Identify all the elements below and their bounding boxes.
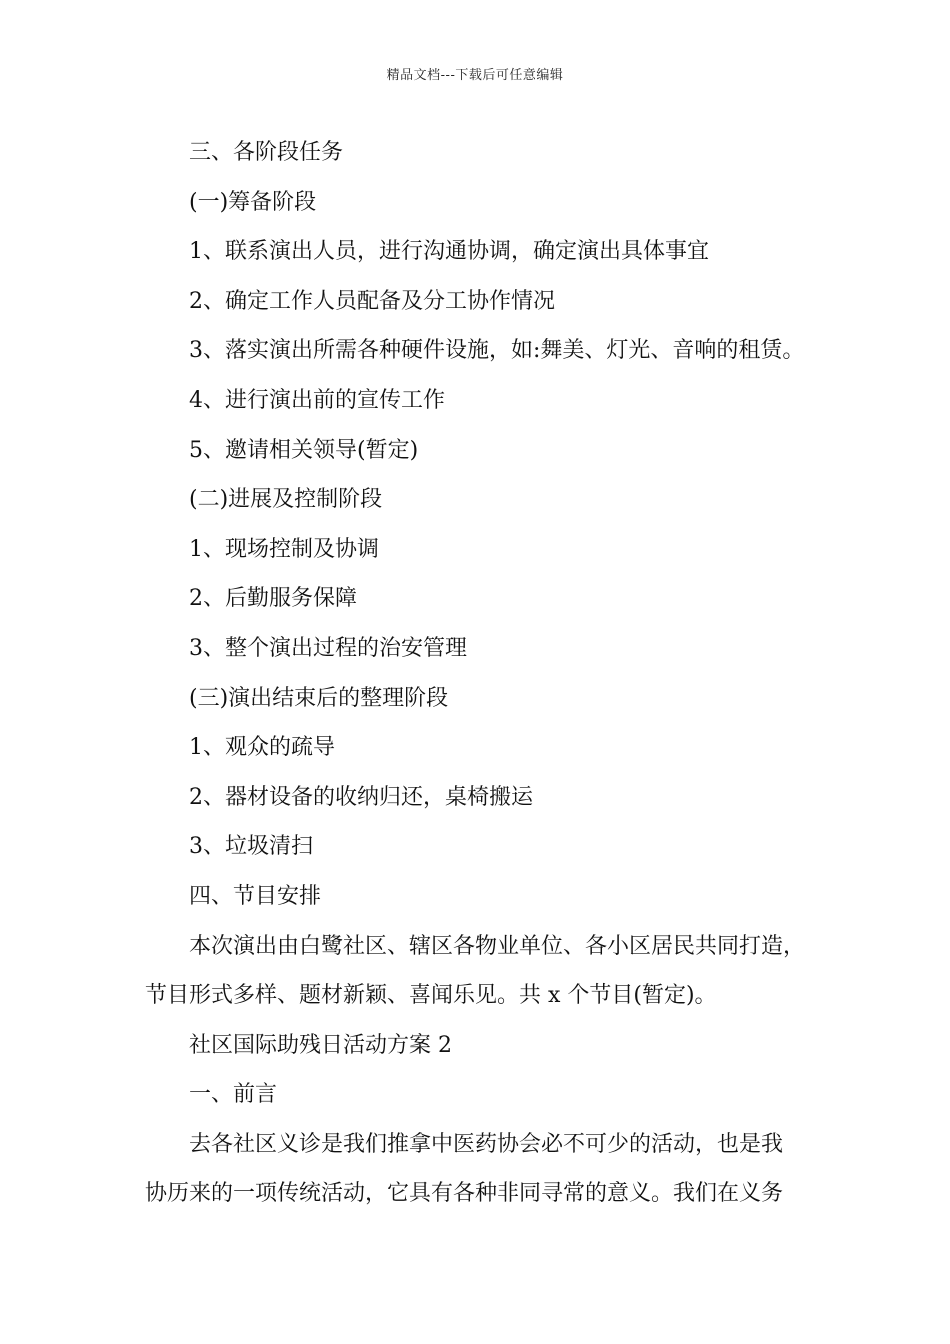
subsection-heading: (二)进展及控制阶段 (189, 487, 383, 513)
subsection-heading: (三)演出结束后的整理阶段 (189, 685, 449, 711)
section-heading: 四、节目安排 (189, 883, 322, 909)
list-item: 2、后勤服务保障 (189, 586, 357, 612)
section-heading: 三、各阶段任务 (189, 140, 344, 165)
body-paragraph-line: 本次演出由白鹭社区、辖区各物业单位、各小区居民共同打造， (189, 933, 806, 959)
body-paragraph-line: 去各社区义诊是我们推拿中医药协会必不可少的活动，也是我 (189, 1131, 784, 1157)
list-item: 3、整个演出过程的治安管理 (189, 635, 467, 661)
document-title: 社区国际助残日活动方案 2 (189, 1032, 452, 1058)
list-item: 5、邀请相关领导(暂定) (189, 437, 419, 463)
body-paragraph-line: 节目形式多样、题材新颖、喜闻乐见。共 x 个节目(暂定)。 (145, 983, 717, 1009)
section-heading: 一、前言 (189, 1082, 278, 1108)
page-header: 精品文档---下载后可任意编辑 (386, 68, 564, 83)
body-paragraph-line: 协历来的一项传统活动，它具有各种非同寻常的意义。我们在义务 (145, 1181, 784, 1207)
list-item: 2、器材设备的收纳归还，桌椅搬运 (189, 784, 533, 810)
list-item: 1、观众的疏导 (189, 735, 335, 761)
list-item: 2、确定工作人员配备及分工协作情况 (189, 288, 555, 314)
list-item: 3、垃圾清扫 (189, 834, 313, 860)
list-item: 4、进行演出前的宣传工作 (189, 387, 445, 413)
list-item: 3、落实演出所需各种硬件设施，如:舞美、灯光、音响的租赁。 (189, 338, 805, 364)
list-item: 1、联系演出人员，进行沟通协调，确定演出具体事宜 (189, 239, 709, 265)
subsection-heading: (一)筹备阶段 (189, 189, 317, 215)
document-body (145, 128, 845, 1219)
list-item: 1、现场控制及协调 (189, 536, 379, 562)
